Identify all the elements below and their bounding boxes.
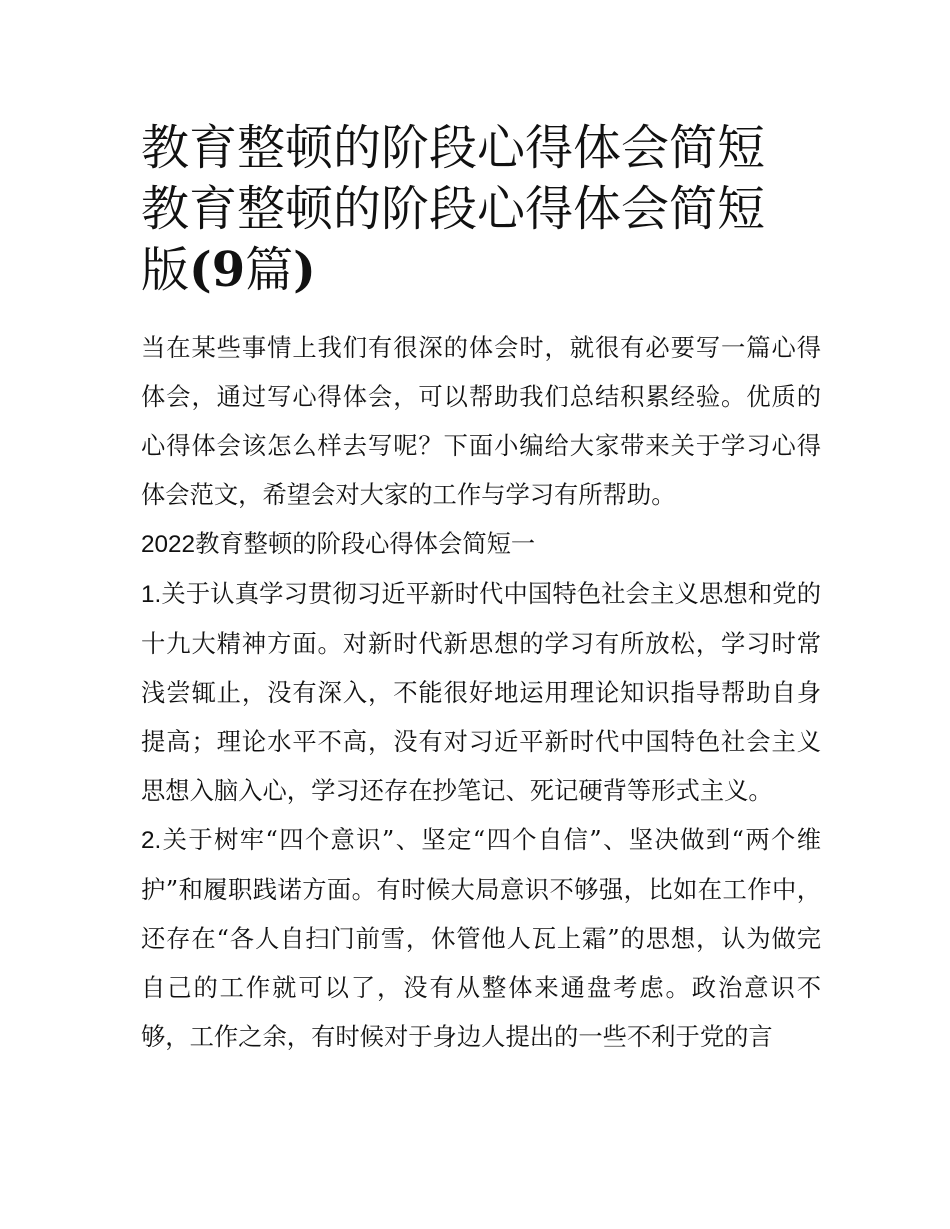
section-heading-year: 2022 bbox=[141, 531, 196, 558]
list-item-2 bbox=[141, 815, 821, 1061]
list-item-1-text: 关于认真学习贯彻习近平新时代中国特色社会主义思想和党的十九大精神方面。对新时代新思想的学习有所放松，学习时常浅尝辄止，没有深入，不能很好地运用理论知识指导帮助自身提高；理论水平不高，没有对习近平新时代中国特色社会主义思想入脑入心，学习还存在抄笔记、死记硬背等形式主义。 bbox=[141, 579, 821, 805]
title-line-2: 教育整顿的阶段心得体会简短 bbox=[141, 181, 766, 237]
title-line-3-close: ) bbox=[293, 242, 316, 298]
list-item-2-text: 关于树牢“四个意识”、坚定“四个自信”、坚决做到“两个维护”和履职践诺方面。有时候大局意识不够强，比如在工作中，还存在“各人自扫门前雪，休管他人瓦上霜”的思想，认为做完自己的工作就可以了，没有从整体来通盘考虑。政治意识不够，工作之余，有时候对于身边人提出的一些不利于党的言 bbox=[141, 825, 821, 1051]
document-title bbox=[141, 118, 821, 301]
title-line-1: 教育整顿的阶段心得体会简短 bbox=[141, 120, 766, 176]
intro-paragraph: 当在某些事情上我们有很深的体会时，就很有必要写一篇心得体会，通过写心得体会，可以帮助我们总结积累经验。优质的心得体会该怎么样去写呢？下面小编给大家带来关于学习心得体会范文，希望会对大家的工作与学习有所帮助。 bbox=[141, 333, 821, 509]
list-item-1 bbox=[141, 569, 821, 815]
title-line-3-suffix: 篇 bbox=[245, 242, 294, 298]
section-heading-text: 教育整顿的阶段心得体会简短一 bbox=[195, 529, 536, 558]
section-heading bbox=[141, 519, 821, 569]
title-line-3-count: (9 bbox=[189, 242, 246, 298]
title-line-3-prefix: 版 bbox=[141, 242, 190, 298]
document-body bbox=[141, 118, 821, 1061]
list-item-2-number: 2. bbox=[141, 827, 162, 854]
list-item-1-number: 1. bbox=[141, 581, 162, 608]
